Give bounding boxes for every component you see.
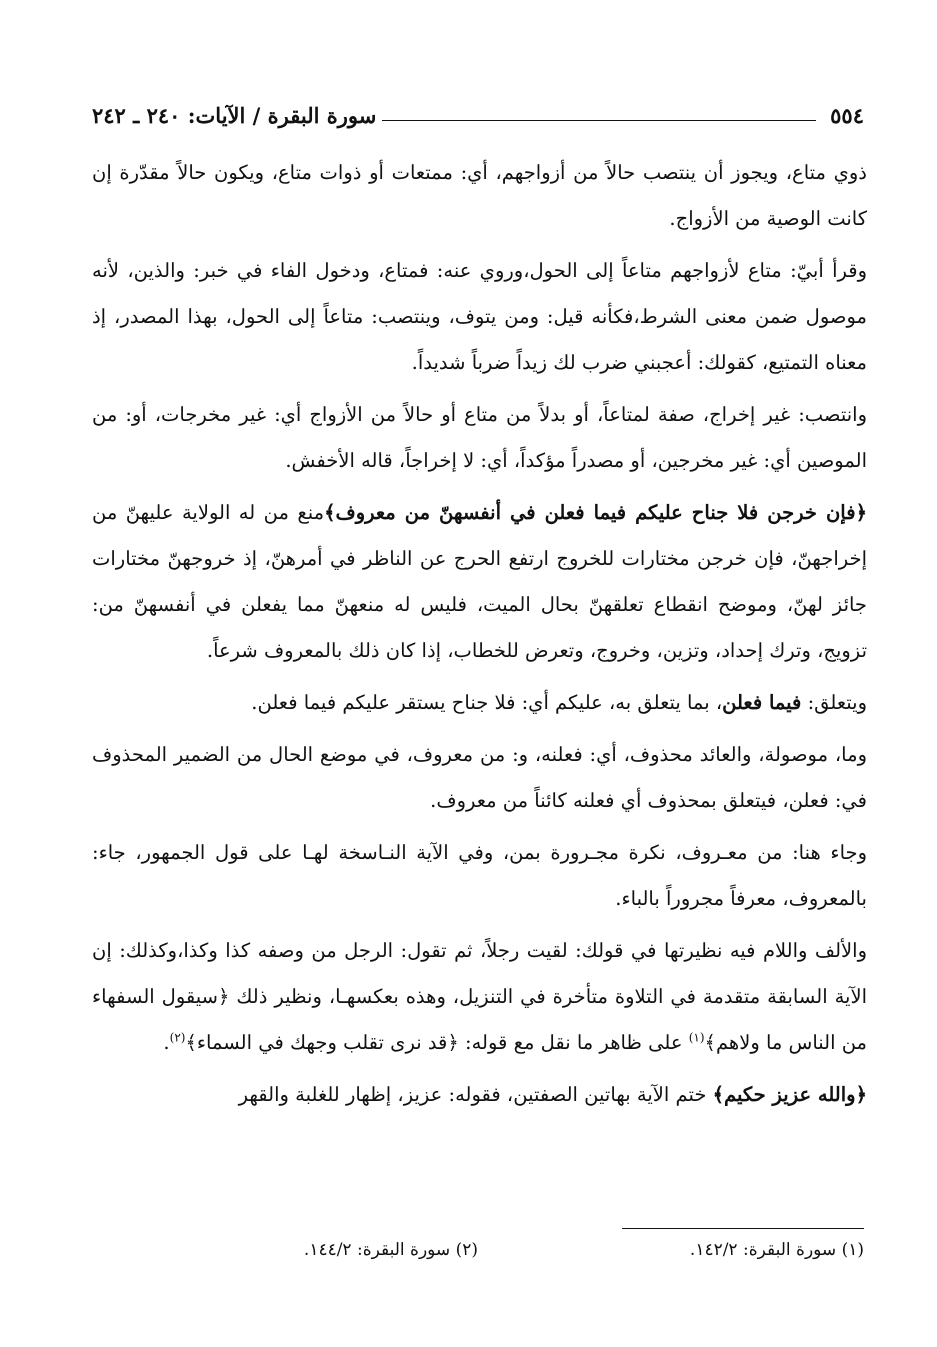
quran-quote: ﴿والله عزيز حكيم﴾ [712, 1083, 867, 1106]
footnote-ref: (٢) [169, 1030, 186, 1045]
paragraph [92, 150, 867, 242]
text-run: وقرأ أبيّ: متاع لأزواجهم متاعاً إلى الحول،وروي عنه: فمتاع، ودخول الفاء في خبر: والذين، لأنه موصول ضمن معنى الشرط،فكأنه قيل: ومن يتوف، وينتصب: متاعاً إلى الحول، بهذا المصدر، إذ معناه التمتيع، كقولك: أعجبني ضرب لك زيداً ضرباً شديداً. [92, 259, 867, 374]
footnote-rule [622, 1228, 864, 1229]
text-run: ذوي متاع، ويجوز أن ينتصب حالاً من أزواجهم، أي: ممتعات أو ذوات متاع، ويكون حالاً مقدّرة إن كانت الوصية من الأزواج. [92, 161, 867, 230]
header-rule [382, 120, 816, 121]
text-run: على ظاهر ما نقل مع قوله: ﴿قد نرى تقلب وجهك في السماء﴾ [185, 1031, 689, 1054]
footnotes [92, 1240, 864, 1274]
text-run: وما، موصولة، والعائد محذوف، أي: فعلنه، و: من معروف، في موضع الحال من الضمير المحذوف في: فعلن، فيتعلق بمحذوف أي فعلنه كائناً من معروف. [92, 743, 867, 812]
text-run: والألف واللام فيه نظيرتها في قولك: لقيت رجلاً، ثم تقول: الرجل من وصفه كذا وكذا،وكذلك: إن الآية السابقة متقدمة في التلاوة متأخرة في التنزيل، وهذه بعكسهـا، ونظير ذلك ﴿سيقول السفهاء من الناس ما ولاهم﴾ [92, 939, 867, 1054]
text-run: . [163, 1031, 170, 1054]
text-run: ختم الآية بهاتين الصفتين، فقوله: عزيز، إظهار للغلبة والقهر [238, 1083, 713, 1106]
body-text [92, 150, 867, 1124]
paragraph [92, 248, 867, 386]
paragraph [92, 928, 867, 1066]
footnote-1: (١) سورة البقرة: ١٤٢/٢. [689, 1240, 864, 1260]
paragraph [92, 490, 867, 674]
quran-quote: ﴿فإن خرجن فلا جناح عليكم فيما فعلن في أنفسهنّ من معروف﴾ [324, 501, 867, 524]
paragraph [92, 680, 867, 726]
text-run: ، بما يتعلق به، عليكم أي: فلا جناح يستقر عليكم فيما فعلن. [251, 691, 723, 714]
page-number: ٥٥٤ [830, 103, 864, 128]
quran-quote: فيما فعلن [722, 691, 802, 714]
text-run: منع من له الولاية عليهنّ من إخراجهنّ، فإن خرجن مختارات للخروج ارتفع الحرج عن الناظر في أمرهنّ، إذ خروجهنّ مختارات جائز لهنّ، وموضح انقطاع تعلقهنّ بحال الميت، فليس له منعهنّ مما يفعلن في أنفسهنّ من: تزويج، وترك إحداد، وتزين، وخروج، وتعرض للخطاب، إذا كان ذلك بالمعروف شرعاً. [92, 501, 867, 662]
text-run: ويتعلق: [801, 691, 867, 714]
footnote-2: (٢) سورة البقرة: ١٤٤/٢. [303, 1240, 478, 1260]
paragraph [92, 1072, 867, 1118]
text-run: وجاء هنا: من معـروف، نكرة مجـرورة بمن، وفي الآية النـاسخة لهـا على قول الجمهور، جاء: بالمعروف، معرفاً مجروراً بالباء. [92, 841, 867, 910]
footnote-ref: (١) [688, 1030, 705, 1045]
text-run: وانتصب: غير إخراج، صفة لمتاعاً، أو بدلاً من متاع أو حالاً من الأزواج أي: غير مخرجات، أو: من الموصين أي: غير مخرجين، أو مصدراً مؤكداً، أي: لا إخراجاً، قاله الأخفش. [92, 403, 867, 472]
header-title: سورة البقرة / الآيات: ٢٤٠ ـ ٢٤٢ [92, 103, 377, 128]
running-header [92, 92, 864, 128]
paragraph [92, 732, 867, 824]
paragraph [92, 392, 867, 484]
paragraph [92, 830, 867, 922]
